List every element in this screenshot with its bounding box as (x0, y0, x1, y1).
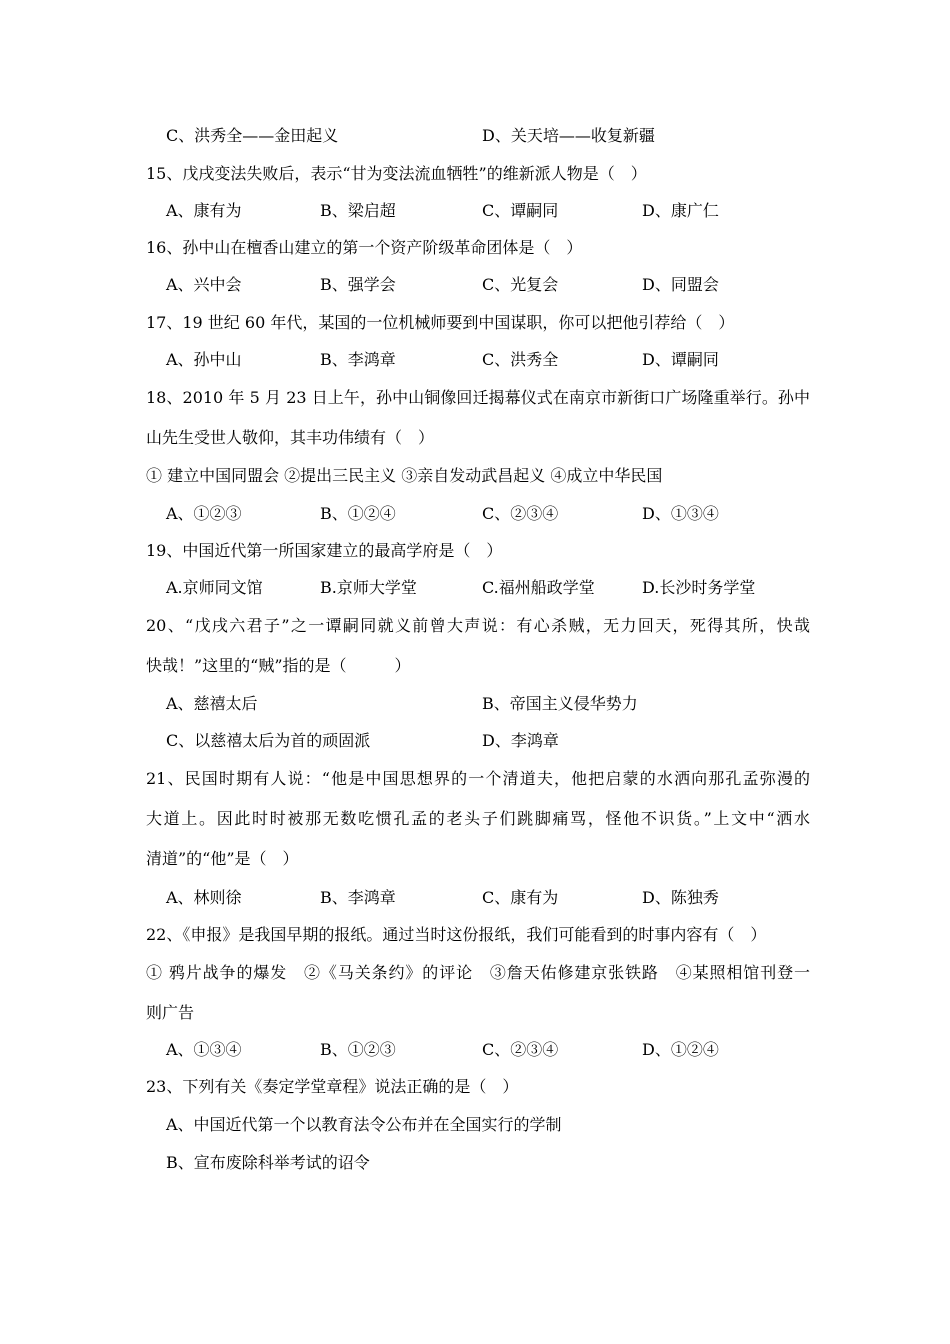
q18-option-b: B、①②④ (320, 504, 396, 523)
q14-option-d: D、关天培——收复新疆 (482, 126, 655, 145)
q21-option-a: A、林则徐 (166, 888, 242, 907)
q18-items: ① 建立中国同盟会 ②提出三民主义 ③亲自发动武昌起义 ④成立中华民国 (146, 466, 663, 485)
q22-option-d: D、①②④ (642, 1040, 719, 1059)
q17-option-a: A、孙中山 (166, 350, 242, 369)
q21-option-c: C、康有为 (482, 888, 559, 907)
q21-stem-line3: 清道”的“他”是（ ） (146, 849, 299, 868)
q23-option-a: A、中国近代第一个以教育法令公布并在全国实行的学制 (166, 1115, 562, 1134)
q15-option-d: D、康广仁 (642, 201, 719, 220)
q16-stem: 16、孙中山在檀香山建立的第一个资产阶级革命团体是（ ） (146, 238, 583, 257)
q18-option-c: C、②③④ (482, 504, 559, 523)
q18-option-a: A、①②③ (166, 504, 242, 523)
q19-option-b: B.京师大学堂 (320, 578, 417, 597)
q14-option-c: C、洪秀全——金田起义 (166, 126, 339, 145)
q16-option-d: D、同盟会 (642, 275, 719, 294)
q15-stem: 15、戊戌变法失败后，表示“甘为变法流血牺牲”的维新派人物是（ ） (146, 164, 647, 183)
q20-option-c: C、以慈禧太后为首的顽固派 (166, 731, 371, 750)
q16-option-c: C、光复会 (482, 275, 559, 294)
q19-option-a: A.京师同文馆 (166, 578, 263, 597)
q15-option-a: A、康有为 (166, 201, 242, 220)
q20-stem-line1: 20、“戊戌六君子”之一谭嗣同就义前曾大声说：有心杀贼，无力回天，死得其所，快哉 (146, 616, 810, 635)
q23-option-b: B、宣布废除科举考试的诏令 (166, 1153, 370, 1172)
q19-option-c: C.福州船政学堂 (482, 578, 595, 597)
q19-option-d: D.长沙时务学堂 (642, 578, 756, 597)
q18-option-d: D、①③④ (642, 504, 719, 523)
q17-option-d: D、谭嗣同 (642, 350, 719, 369)
q22-option-c: C、②③④ (482, 1040, 559, 1059)
q16-option-a: A、兴中会 (166, 275, 242, 294)
q20-option-a: A、慈禧太后 (166, 694, 258, 713)
q19-stem: 19、中国近代第一所国家建立的最高学府是（ ） (146, 541, 503, 560)
q15-option-c: C、谭嗣同 (482, 201, 559, 220)
q20-stem-line2: 快哉！”这里的“贼”指的是（ ） (146, 656, 411, 675)
q21-option-b: B、李鸿章 (320, 888, 396, 907)
q17-option-c: C、洪秀全 (482, 350, 559, 369)
q18-stem-line2: 山先生受世人敬仰，其丰功伟绩有（ ） (146, 428, 435, 447)
q21-option-d: D、陈独秀 (642, 888, 719, 907)
q15-option-b: B、梁启超 (320, 201, 396, 220)
q17-stem: 17、19 世纪 60 年代，某国的一位机械师要到中国谋职，你可以把他引荐给（ ） (146, 313, 735, 332)
q20-option-b: B、帝国主义侵华势力 (482, 694, 638, 713)
q21-stem-line1: 21、民国时期有人说：“他是中国思想界的一个清道夫，他把启蒙的水洒向那孔孟弥漫的 (146, 769, 810, 788)
q16-option-b: B、强学会 (320, 275, 396, 294)
q22-option-b: B、①②③ (320, 1040, 396, 1059)
q18-stem-line1: 18、2010 年 5 月 23 日上午，孙中山铜像回迁揭幕仪式在南京市新街口广场隆重举行。孙中 (146, 388, 810, 407)
q22-stem: 22、《申报》是我国早期的报纸。通过当时这份报纸，我们可能看到的时事内容有（ ） (146, 925, 767, 944)
q22-items-line2: 则广告 (146, 1003, 195, 1022)
q22-items-line1: ① 鸦片战争的爆发 ②《马关条约》的评论 ③詹天佑修建京张铁路 ④某照相馆刊登一 (146, 963, 810, 982)
q21-stem-line2: 大道上。因此时时被那无数吃惯孔孟的老头子们跳脚痛骂，怪他不识货。”上文中“洒水 (146, 809, 810, 828)
q20-option-d: D、李鸿章 (482, 731, 559, 750)
q17-option-b: B、李鸿章 (320, 350, 396, 369)
q22-option-a: A、①③④ (166, 1040, 242, 1059)
q23-stem: 23、下列有关《奏定学堂章程》说法正确的是（ ） (146, 1077, 519, 1096)
